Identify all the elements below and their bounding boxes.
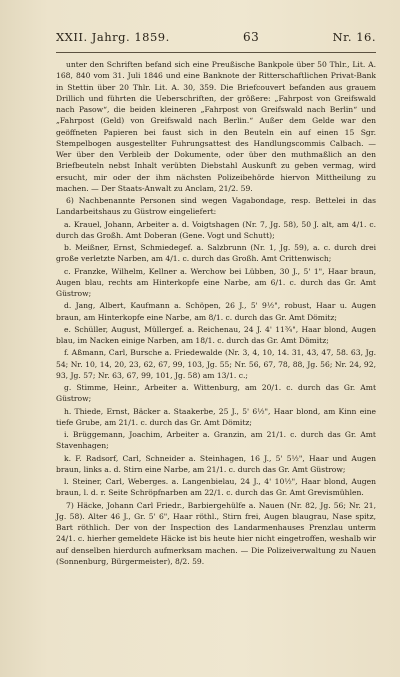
list-item: l. Steiner, Carl, Weberges. a. Langenbielau, 24 J., 4' 10½", Haar blond, Augen braun, l. d. r. Seite Schröpfnarben am 22/1. c. durch das Gr. Amt Grevismühlen. xyxy=(56,477,376,498)
running-header xyxy=(56,30,376,48)
page-number: 63 xyxy=(243,30,260,44)
list-item: a. Krauel, Johann, Arbeiter a. d. Voigtshagen (Nr. 7, Jg. 58), 50 J. alt, am 4/1. c. durch das Großh. Amt Doberan (Gene. Vogt und Schutt); xyxy=(56,219,376,240)
list-item: k. F. Radsorf, Carl, Schneider a. Steinhagen, 16 J., 5' 5½", Haar und Augen braun, links a. d. Stirn eine Narbe, am 21/1. c. durch das Gr. Amt Güstrow; xyxy=(56,453,376,474)
journal-volume: XXII. Jahrg. 1859. xyxy=(56,30,170,44)
list-item: g. Stimme, Heinr., Arbeiter a. Wittenburg, am 20/1. c. durch das Gr. Amt Güstrow; xyxy=(56,383,376,404)
list-item: d. Jang, Albert, Kaufmann a. Schöpen, 26 J., 5' 9½", robust, Haar u. Augen braun, am Hinterkopfe eine Narbe, am 8/1. c. durch das Gr. Amt Dömitz; xyxy=(56,301,376,322)
list-item: f. Aßmann, Carl, Bursche a. Friedewalde (Nr. 3, 4, 10, 14. 31, 43, 47, 58. 63, Jg. 54; Nr. 10, 14, 20, 23, 62, 67, 99, 103, Jg. 55; Nr. 56, 67, 78, 88, Jg. 56; Nr. 24, 92, 93, Jg. 57; Nr. 63, 67, 99, 101, Jg. 58) am 13/1. c.; xyxy=(56,348,376,380)
notice-paragraph: 7) Häcke, Johann Carl Friedr., Barbiergehülfe a. Nauen (Nr. 82, Jg. 56; Nr. 21, Jg. 58). Alter 46 J., Gr. 5' 6", Haar röthl., Stirn frei, Augen blaugrau, Nase spitz, Bart röthlich. Der von der Inspection des Landarmenhauses Prenzlau unterm 24/1. c. hierher gemeldete Häcke ist bis heute hier nicht eingetroffen, weshalb wir auf denselben hierdurch aufmerksam machen. — Die Polizeiverwaltung zu Nauen (Sonnenburg, Bürgermeister), 8/2. 59. xyxy=(56,500,376,566)
issue-number: Nr. 16. xyxy=(332,30,376,44)
notice-continuation: unter den Schriften befand sich eine Preußische Bankpole über 50 Thlr., Lit. A. 168, 840 vom 31. Juli 1846 und eine Banknote der Ritterschaftlichen Privat-Bank in Stettin über 20 Thlr. Lit. A. 30, 359. Die Briefcouvert befanden aus grauem Drillich und führten die Ueberschriften, der größere: „Fahrpost von Greifswald nach Pasow“, die beiden kleineren „Fahrpost von Greifswald nach Berlin“ und „Fahrpost (Geld) von Greifswald nach Berlin.“ Außer dem Gelde war den geöffneten Papieren bei faust sich in den Beuteln ein auf einen 15 Sgr. Stempelbogen ausgestellter Fuhrungsattest des Handlungscommis Calbach. — Wer über den Verbleib der Dokumente, oder über den muthmaßlich an den Briefbeuteln nebst Inhalt verübten Diebstahl Auskunft zu geben vermag, wird ersucht, mir oder der ihm nächsten Polizeibehörde hiervon Mittheilung zu machen. — Der Staats-Anwalt zu Anclam, 21/2. 59. xyxy=(56,60,376,193)
list-item: e. Schüller, August, Müllergef. a. Reichenau, 24 J. 4' 11¾", Haar blond, Augen blau, im Nacken einige Narben, am 18/1. c. durch das Gr. Amt Dömitz; xyxy=(56,324,376,345)
header-rule xyxy=(56,52,376,53)
notice-heading: 6) Nachbenannte Personen sind wegen Vagabondage, resp. Bettelei in das Landarbeitshaus zu Güstrow eingeliefert: xyxy=(56,196,376,217)
list-item: b. Meißner, Ernst, Schmiedegef. a. Salzbrunn (Nr. 1, Jg. 59), a. c. durch drei große verletzte Narben, am 4/1. c. durch das Großh. Amt Crittenwisch; xyxy=(56,243,376,264)
list-item: c. Franzke, Wilhelm, Kellner a. Werchow bei Lübben, 30 J., 5' 1", Haar braun, Augen blau, rechts am Hinterkopfe eine Narbe, am 6/1. c. durch das Gr. Amt Güstrow; xyxy=(56,266,376,298)
list-item: h. Thiede, Ernst, Bäcker a. Staakerbe, 25 J., 5' 6½", Haar blond, am Kinn eine tiefe Grube, am 21/1. c. durch das Gr. Amt Dömitz; xyxy=(56,406,376,427)
list-item: i. Brüggemann, Joachim, Arbeiter a. Granzin, am 21/1. c. durch das Gr. Amt Stavenhagen; xyxy=(56,430,376,451)
body-text xyxy=(56,59,376,567)
